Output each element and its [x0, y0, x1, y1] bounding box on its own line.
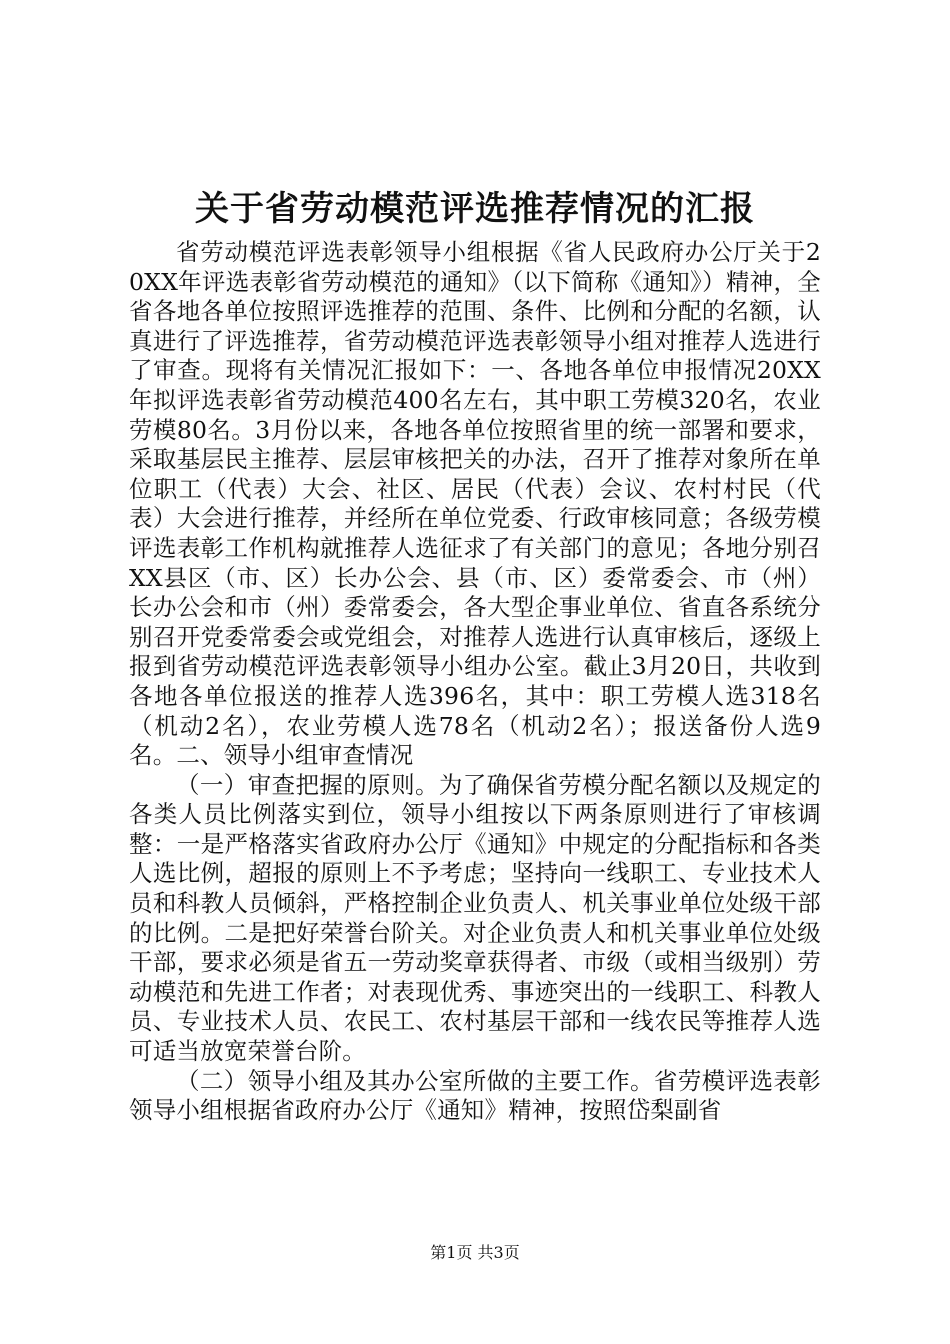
paragraph-3: （二）领导小组及其办公室所做的主要工作。省劳模评选表彰领导小组根据省政府办公厅《通知》精神，按照岱梨副省	[129, 1066, 821, 1125]
page-number-footer: 第1页 共3页	[430, 1243, 520, 1262]
document-title: 关于省劳动模范评选推荐情况的汇报	[195, 189, 755, 229]
document-body	[129, 238, 821, 1126]
paragraph-2: （一）审查把握的原则。为了确保省劳模分配名额以及规定的各类人员比例落实到位，领导小组按以下两条原则进行了审核调整：一是严格落实省政府办公厅《通知》中规定的分配指标和各类人选比例，超报的原则上不予考虑；坚持向一线职工、专业技术人员和科教人员倾斜，严格控制企业负责人、机关事业单位处级干部的比例。二是把好荣誉台阶关。对企业负责人和机关事业单位处级干部，要求必须是省五一劳动奖章获得者、市级（或相当级别）劳动模范和先进工作者；对表现优秀、事迹突出的一线职工、科教人员、专业技术人员、农民工、农村基层干部和一线农民等推荐人选可适当放宽荣誉台阶。	[129, 770, 821, 1066]
paragraph-1: 省劳动模范评选表彰领导小组根据《省人民政府办公厅关于20XX年评选表彰省劳动模范的通知》（以下简称《通知》）精神，全省各地各单位按照评选推荐的范围、条件、比例和分配的名额，认真进行了评选推荐，省劳动模范评选表彰领导小组对推荐人选进行了审查。现将有关情况汇报如下：一、各地各单位申报情况20XX年拟评选表彰省劳动模范400名左右，其中职工劳模320名，农业劳模80名。3月份以来，各地各单位按照省里的统一部署和要求，采取基层民主推荐、层层审核把关的办法，召开了推荐对象所在单位职工（代表）大会、社区、居民（代表）会议、农村村民（代表）大会进行推荐，并经所在单位党委、行政审核同意；各级劳模评选表彰工作机构就推荐人选征求了有关部门的意见；各地分别召XX县区（市、区）长办公会、县（市、区）委常委会、市（州）长办公会和市（州）委常委会，各大型企事业单位、省直各系统分别召开党委常委会或党组会，对推荐人选进行认真审核后，逐级上报到省劳动模范评选表彰领导小组办公室。截止3月20日，共收到各地各单位报送的推荐人选396名，其中：职工劳模人选318名（机动2名），农业劳模人选78名（机动2名）；报送备份人选9名。二、领导小组审查情况	[129, 238, 821, 770]
